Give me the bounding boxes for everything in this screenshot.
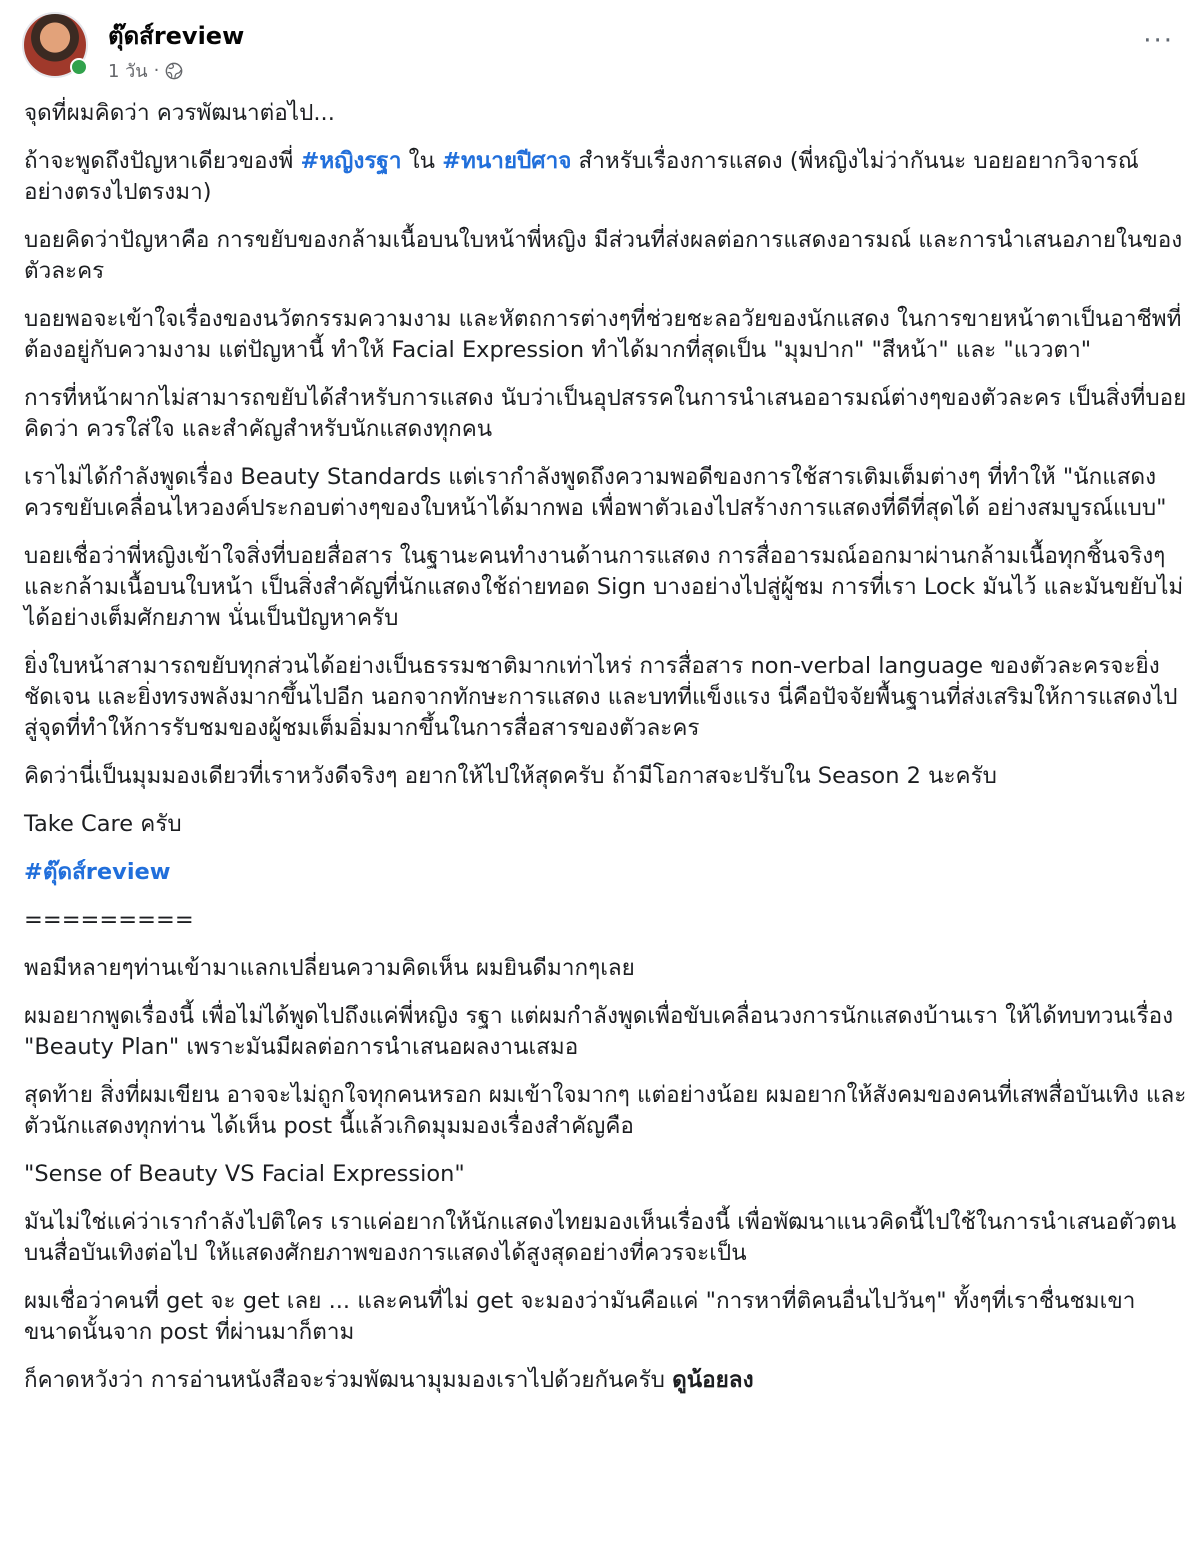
text-run: สำหรับเรื่องการแสดง (พี่หญิงไม่ว่ากันนะ บอยอยากวิจารณ์อย่างตรงไปตรงมา) (24, 148, 1139, 205)
paragraph: "Sense of Beauty VS Facial Expression" (24, 1161, 465, 1187)
paragraph (24, 1365, 1189, 1396)
hashtag-link[interactable]: #ตุ๊ดส์review (24, 859, 171, 885)
post-body (24, 98, 1189, 1413)
post-header (22, 12, 1182, 82)
paragraph: ผมอยากพูดเรื่องนี้ เพื่อไม่ได้พูดไปถึงแค่พี่หญิง รฐา แต่ผมกำลังพูดเพื่อขับเคลื่อนวงการนักแสดงบ้านเรา ให้ได้ทบทวนเรื่อง "Beauty Plan" เพราะมันมีผลต่อการนำเสนอผลงานเสมอ (24, 1003, 1174, 1060)
see-less-link[interactable]: ดูน้อยลง (672, 1367, 754, 1393)
hashtag-link[interactable]: #ทนายปีศาจ (442, 148, 572, 174)
paragraph: บอยเชื่อว่าพี่หญิงเข้าใจสิ่งที่บอยสื่อสาร ในฐานะคนทำงานด้านการแสดง การสื่ออารมณ์ออกมาผ่านกล้ามเนื้อทุกชิ้นจริงๆ และกล้ามเนื้อบนใบหน้า เป็นสิ่งสำคัญที่นักแสดงใช้ถ่ายทอด Sign บางอย่างไปสู่ผู้ชม การที่เรา Lock มันไว้ และมันขยับไม่ได้อย่างเต็มศักยภาพ นั่นเป็นปัญหาครับ (24, 543, 1184, 631)
online-status-dot (70, 58, 88, 76)
paragraph: มันไม่ใช่แค่ว่าเรากำลังไปติใคร เราแค่อยากให้นักแสดงไทยมองเห็นเรื่องนี้ เพื่อพัฒนาแนวคิดนี้ไปใช้ในการนำเสนอตัวตนบนสื่อบันเทิงต่อไป ให้แสดงศักยภาพของการแสดงได้สูงสุดอย่างที่ควรจะเป็น (24, 1209, 1177, 1266)
paragraph: เราไม่ได้กำลังพูดเรื่อง Beauty Standards แต่เรากำลังพูดถึงความพอดีของการใช้สารเติมเต็มต่างๆ ที่ทำให้ "นักแสดงควรขยับเคลื่อนไหวองค์ประกอบต่างๆของใบหน้าได้มากพอ เพื่อพาตัวเองไปสร้างการแสดงที่ดีที่สุดได้ อย่างสมบูรณ์แบบ" (24, 464, 1167, 521)
paragraph: Take Care ครับ (24, 811, 182, 837)
paragraph: การที่หน้าผากไม่สามารถขยับได้สำหรับการแสดง นับว่าเป็นอุปสรรคในการนำเสนออารมณ์ต่างๆของตัวละคร เป็นสิ่งที่บอยคิดว่า ควรใส่ใจ และสำคัญสำหรับนักแสดงทุกคน (24, 385, 1187, 442)
text-run: ใน (401, 148, 443, 174)
globe-icon[interactable] (165, 62, 183, 80)
text-run: ถ้าจะพูดถึงปัญหาเดียวของพี่ (24, 148, 301, 174)
paragraph: สุดท้าย สิ่งที่ผมเขียน อาจจะไม่ถูกใจทุกคนหรอก ผมเข้าใจมากๆ แต่อย่างน้อย ผมอยากให้สังคมของคนที่เสพสื่อบันเทิง และตัวนักแสดงทุกท่าน ได้เห็น post นี้แล้วเกิดมุมมองเรื่องสำคัญคือ (24, 1082, 1187, 1139)
paragraph: คิดว่านี่เป็นมุมมองเดียวที่เราหวังดีจริงๆ อยากให้ไปให้สุดครับ ถ้ามีโอกาสจะปรับใน Season 2 นะครับ (24, 763, 997, 789)
paragraph: บอยพอจะเข้าใจเรื่องของนวัตกรรมความงาม และหัตถการต่างๆที่ช่วยชะลอวัยของนักแสดง ในการขายหน้าตาเป็นอาชีพที่ต้องอยู่กับความงาม แต่ปัญหานี้ ทำให้ Facial Expression ทำได้มากที่สุดเป็น "มุมปาก" "สีหน้า" และ "แววตา" (24, 306, 1182, 363)
post-time[interactable]: 1 วัน (108, 61, 148, 82)
paragraph: ยิ่งใบหน้าสามารถขยับทุกส่วนได้อย่างเป็นธรรมชาติมากเท่าไหร่ การสื่อสาร non-verbal language ของตัวละครจะยิ่งชัดเจน และยิ่งทรงพลังมากขึ้นไปอีก นอกจากทักษะการแสดง และบทที่แข็งแรง นี่คือปัจจัยพื้นฐานที่ส่งเสริมให้การแสดงไปสู่จุดที่ทำให้การรับชมของผู้ชมเต็มอิ่มมากขึ้นในการสื่อสารของตัวละคร (24, 653, 1178, 741)
more-options-icon[interactable]: ··· (1143, 26, 1174, 56)
author-name[interactable]: ตุ๊ดส์review (108, 22, 245, 50)
meta-separator: · (153, 60, 160, 81)
divider-text: ========= (24, 907, 194, 933)
text-run: ก็คาดหวังว่า การอ่านหนังสือจะร่วมพัฒนามุมมองเราไปด้วยกันครับ (24, 1367, 673, 1393)
post-meta (108, 56, 183, 85)
paragraph (24, 146, 1189, 208)
paragraph: จุดที่ผมคิดว่า ควรพัฒนาต่อไป... (24, 100, 335, 126)
paragraph: พอมีหลายๆท่านเข้ามาแลกเปลี่ยนความคิดเห็น ผมยินดีมากๆเลย (24, 955, 635, 981)
paragraph: บอยคิดว่าปัญหาคือ การขยับของกล้ามเนื้อบนใบหน้าพี่หญิง มีส่วนที่ส่งผลต่อการแสดงอารมณ์ และการนำเสนอภายในของตัวละคร (24, 227, 1183, 284)
hashtag-link[interactable]: #หญิงรฐา (300, 148, 402, 174)
avatar[interactable] (22, 12, 88, 78)
paragraph: ผมเชื่อว่าคนที่ get จะ get เลย ... และคนที่ไม่ get จะมองว่ามันคือแค่ "การหาที่ติคนอื่นไปวันๆ" ทั้งๆที่เราชื่นชมเขาขนาดนั้นจาก post ที่ผ่านมาก็ตาม (24, 1288, 1136, 1345)
